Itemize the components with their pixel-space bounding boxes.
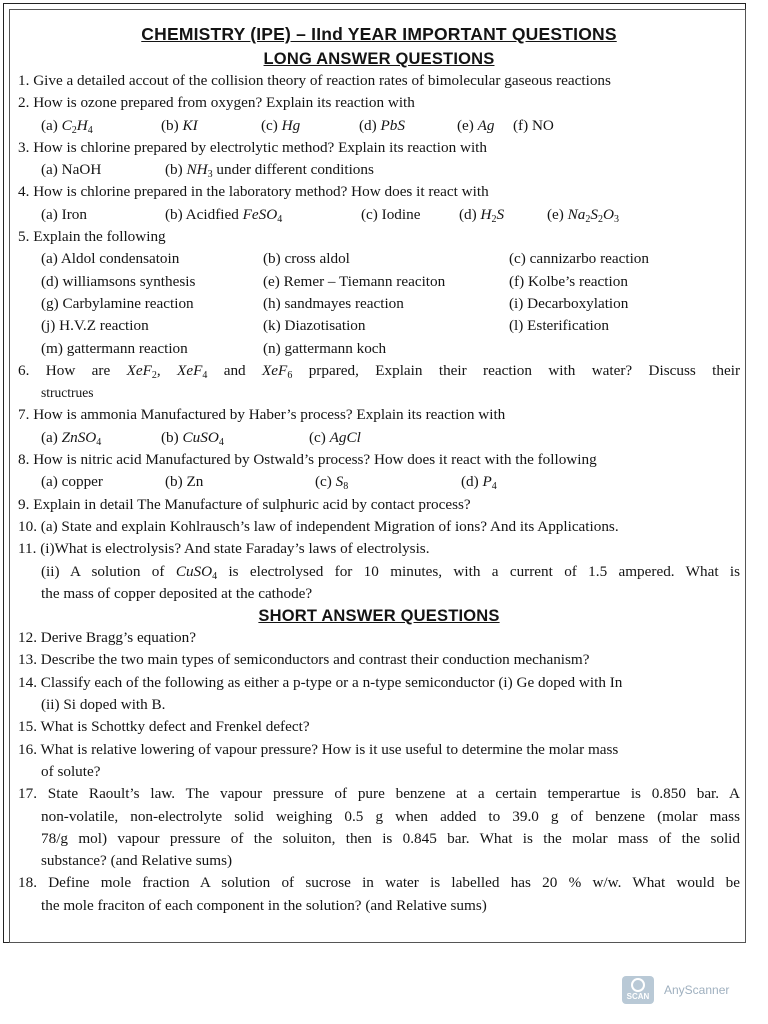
question-17-line-3: 78/g mol) vapour pressure of the soluiton, then is 0.845 bar. What is the molar mass of the solid: [41, 829, 740, 847]
question-16-continued: of solute?: [41, 762, 101, 780]
question-5: 5. Explain the following: [18, 228, 166, 246]
scanner-logo-icon: SCAN: [622, 976, 654, 1004]
short-answer-heading: SHORT ANSWER QUESTIONS: [258, 607, 500, 626]
question-4: 4. How is chlorine prepared in the laboratory method? How does it react with: [18, 183, 489, 201]
question-11-part-ii: (ii) A solution of CuSO$_4$ is electrolysed for 10 minutes, with a current of 1.5 ampered. What is: [41, 562, 740, 582]
question-9: 9. Explain in detail The Manufacture of sulphuric acid by contact process?: [18, 495, 471, 513]
question-5-row-1: (a) Aldol condensatoin (b) cross aldol (c) cannizarbo reaction: [41, 250, 649, 268]
question-2-options: (a) $C_2H_4$ (b) KI (c) Hg (d) PbS (e) Ag (f) NO: [41, 116, 554, 136]
question-17-line-2: non-volatile, non-electrolyte solid weighing 0.5 g when added to 39.0 g of benzene (molar mass: [41, 807, 740, 825]
question-6: 6. How are XeF$_2$, XeF$_4$ and XeF$_6$ prpared, Explain their reaction with water? Discuss their: [18, 361, 740, 381]
question-13: 13. Describe the two main types of semiconductors and contrast their conduction mechanism?: [18, 651, 590, 669]
question-11: 11. (i)What is electrolysis? And state Faraday’s laws of electrolysis.: [18, 540, 430, 558]
question-1: 1. Give a detailed accout of the collision theory of reaction rates of bimolecular gaseous reactions: [18, 72, 611, 89]
question-2: 2. How is ozone prepared from oxygen? Explain its reaction with: [18, 94, 415, 112]
question-12: 12. Derive Bragg’s equation?: [18, 629, 196, 647]
question-17-line-4: substance? (and Relative sums): [41, 852, 233, 870]
scanner-watermark: [622, 976, 729, 1004]
question-8: 8. How is nitric acid Manufactured by Ostwald’s process? How does it react with the following: [18, 451, 597, 469]
question-5-row-4: (j) H.V.Z reaction (k) Diazotisation (l) Esterification: [41, 317, 609, 335]
question-18: 18. Define mole fraction A solution of sucrose in water is labelled has 20 % w/w. What would be: [18, 874, 740, 892]
question-17: 17. State Raoult’s law. The vapour pressure of pure benzene at a certain temperartue is 0.850 bar. A: [18, 785, 740, 803]
question-3-options: (a) NaOH (b) $NH_3$ under different conditions: [41, 161, 374, 181]
document-body: [18, 20, 740, 917]
question-14: 14. Classify each of the following as either a p-type or a n-type semiconductor (i) Ge doped with In: [18, 673, 623, 691]
long-answer-heading: LONG ANSWER QUESTIONS: [263, 50, 495, 68]
question-11-part-ii-continued: the mass of copper deposited at the cathode?: [41, 584, 313, 602]
question-5-row-2: (d) williamsons synthesis (e) Remer – Tiemann reaciton (f) Kolbe’s reaction: [41, 272, 628, 290]
question-4-options: (a) Iron (b) Acidfied FeSO$_4$ (c) Iodine (d) $H_2S$ (e) $Na_2S_2O_3$: [41, 205, 619, 225]
question-18-continued: the mole fraciton of each component in the solution? (and Relative sums): [41, 896, 487, 914]
question-5-row-3: (g) Carbylamine reaction (h) sandmayes reaction (i) Decarboxylation: [41, 294, 629, 312]
page-title: CHEMISTRY (IPE) – IInd YEAR IMPORTANT QUESTIONS: [141, 24, 617, 44]
question-7: 7. How is ammonia Manufactured by Haber’s process? Explain its reaction with: [18, 406, 506, 424]
question-5-row-5: (m) gattermann reaction (n) gattermann koch: [41, 339, 387, 357]
question-16: 16. What is relative lowering of vapour pressure? How is it use useful to determine the molar mass: [18, 740, 619, 758]
question-10: 10. (a) State and explain Kohlrausch’s law of independent Migration of ions? And its Applications.: [18, 517, 619, 535]
scanner-brand: AnyScanner: [664, 983, 730, 997]
question-8-options: (a) copper (b) Zn (c) $S_8$ (d) $P_4$: [41, 473, 497, 493]
question-6-continued: structrues: [41, 385, 94, 401]
question-14-continued: (ii) Si doped with B.: [41, 696, 166, 714]
question-15: 15. What is Schottky defect and Frenkel defect?: [18, 718, 310, 736]
question-3: 3. How is chlorine prepared by electrolytic method? Explain its reaction with: [18, 138, 487, 156]
question-7-options: (a) ZnSO$_4$ (b) CuSO$_4$ (c) AgCl: [41, 428, 361, 448]
